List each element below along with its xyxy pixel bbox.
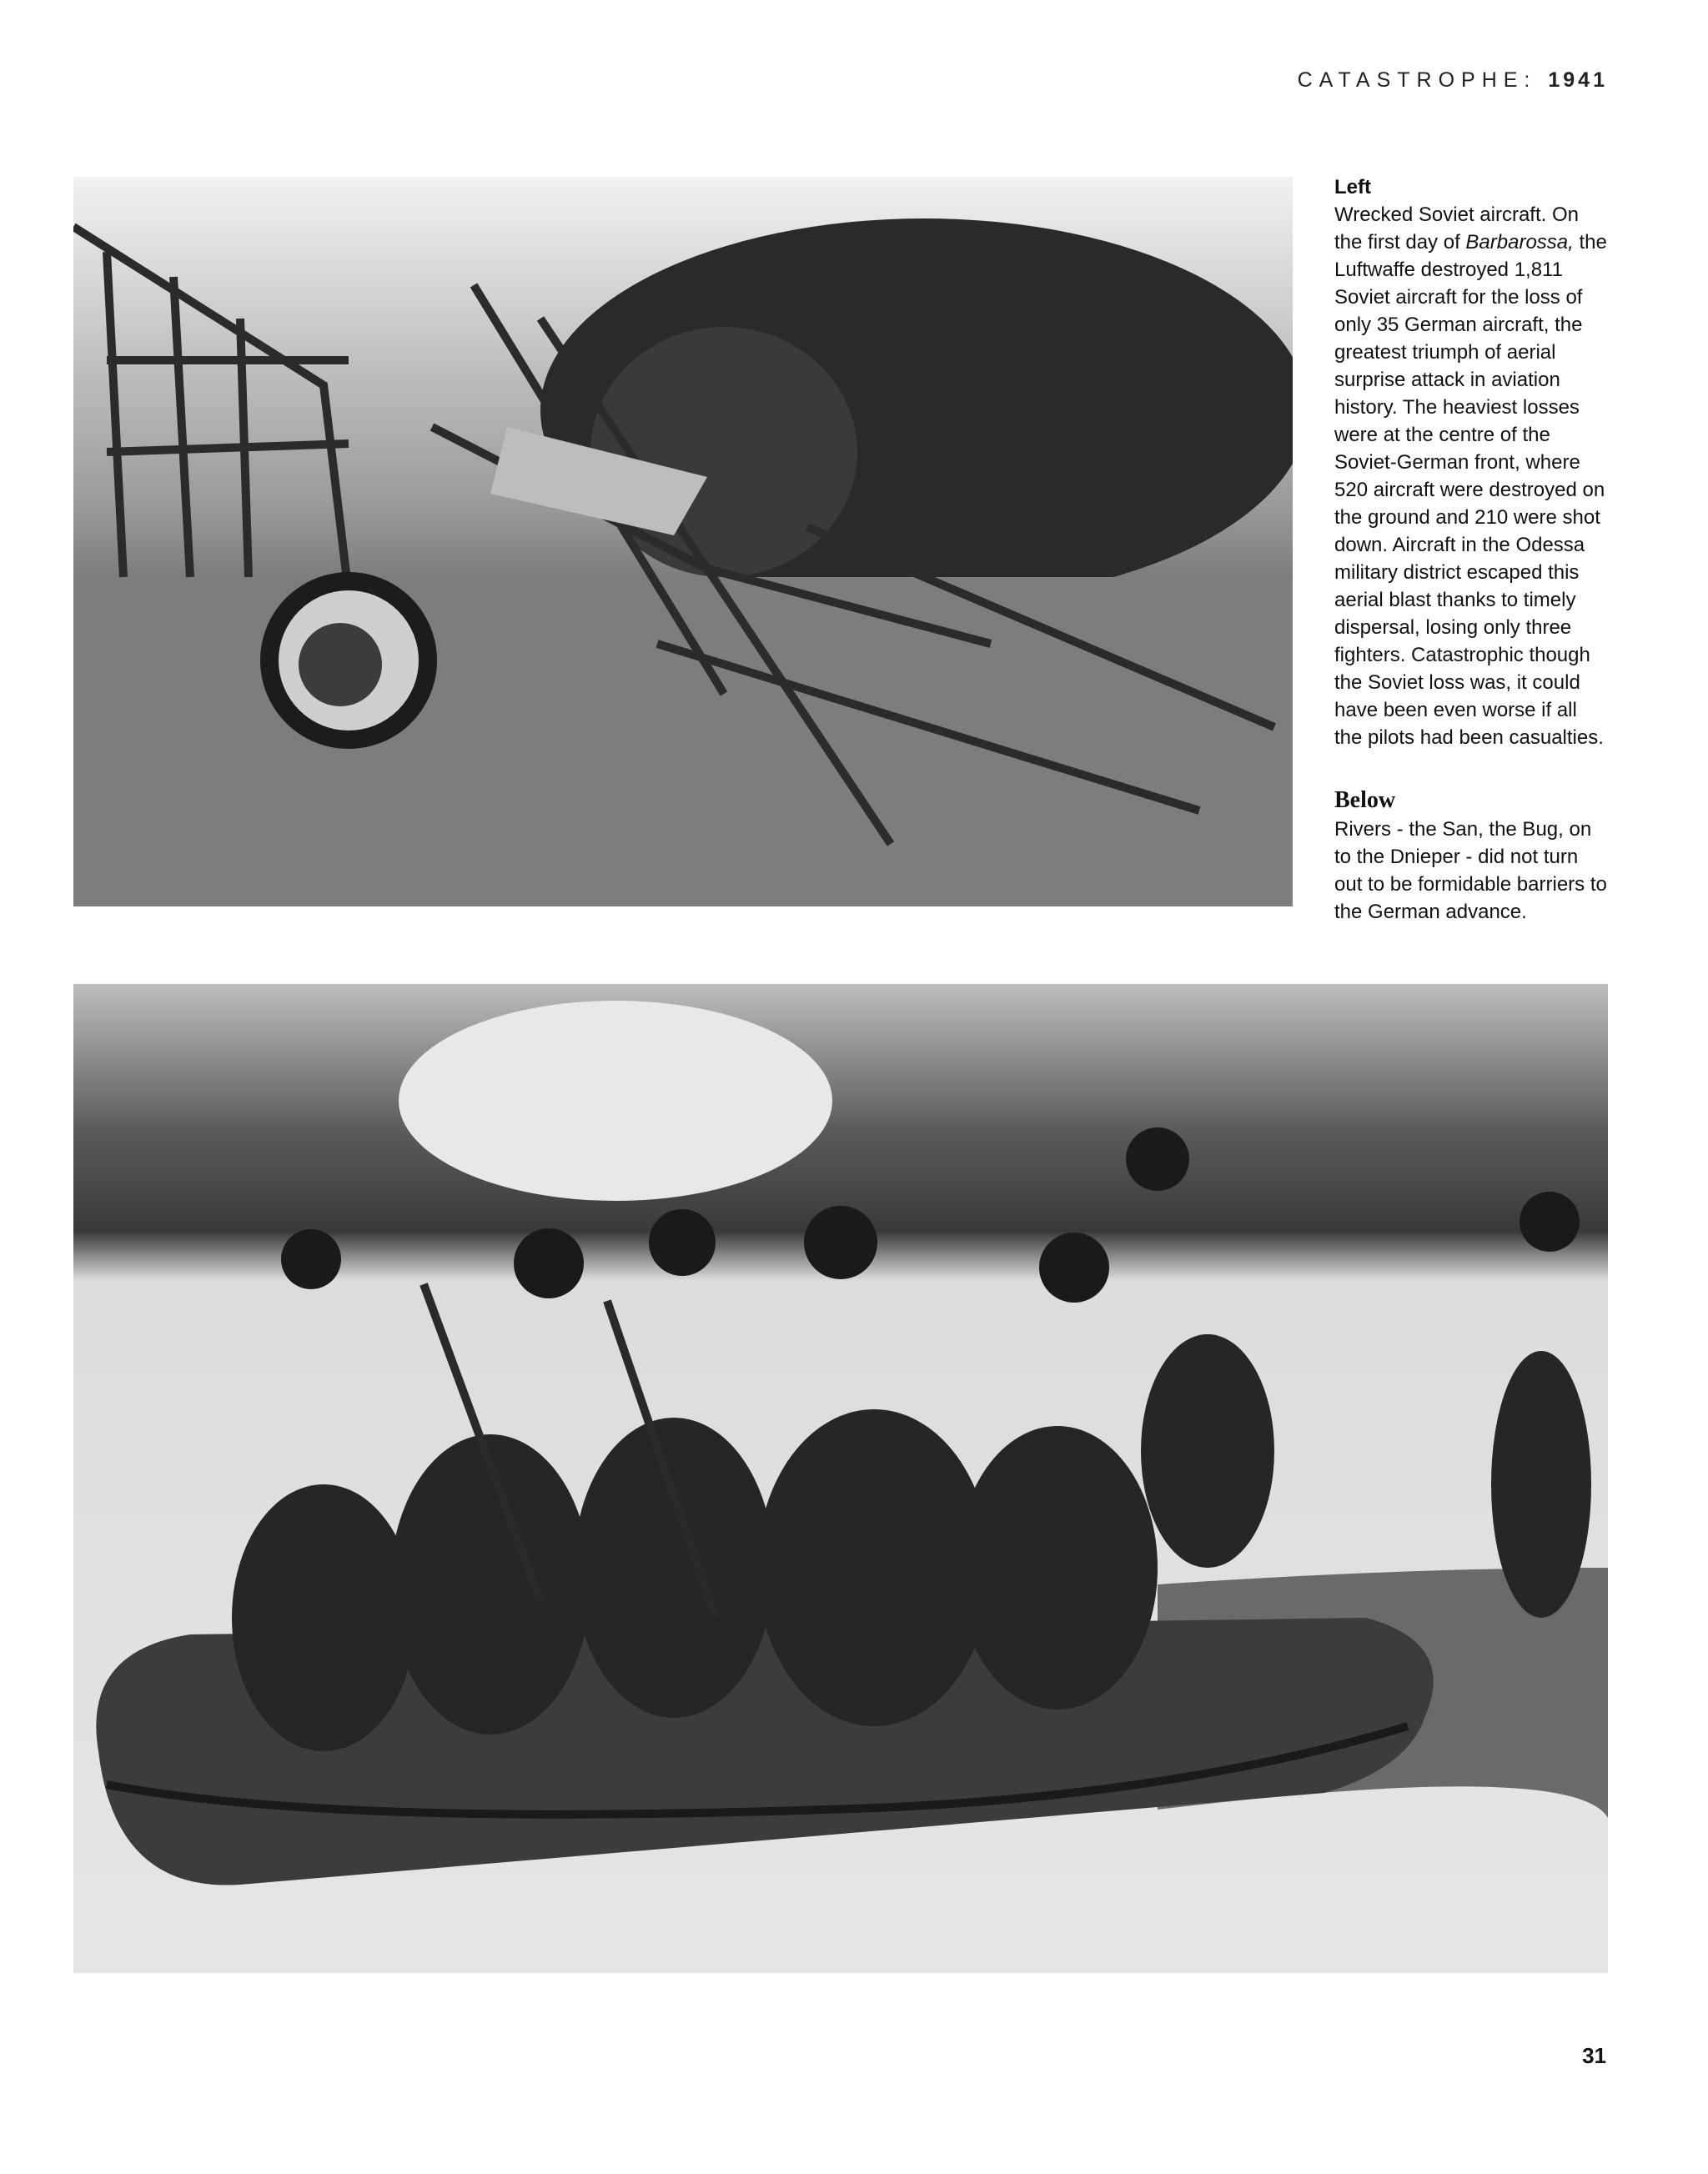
caption-left-text-b: the Luftwaffe destroyed 1,811 Soviet aircraft for the loss of only 35 German aircraft, the greatest triumph of aerial surprise attack in aviation history. The heaviest losses were at the centre of the Soviet-German front, where 520 aircraft were destroyed on the ground and 210 were shot down. Aircraft in the Odessa military district escaped this aerial blast thanks to timely dispersal, losing only three fighters. Catastrophic though the Soviet loss was, it could have been even worse if all the pilots had been casualties. [1334, 231, 1607, 749]
running-header [1298, 68, 1608, 93]
captions-column [1334, 173, 1610, 926]
river-crossing-photo [73, 984, 1608, 1973]
caption-left-text [1334, 201, 1610, 751]
header-title: CATASTROPHE: [1297, 68, 1537, 92]
caption-below-heading: Below [1334, 787, 1396, 813]
caption-left-text-a: Wrecked Soviet aircraft. On the first day of [1334, 203, 1579, 254]
header-year: 1941 [1548, 68, 1608, 92]
caption-left-heading: Left [1334, 176, 1371, 198]
caption-below-text: Rivers - the San, the Bug, on to the Dnieper - did not turn out to be formidable barriers to the German advance. [1334, 818, 1607, 923]
wrecked-aircraft-photo [73, 177, 1293, 906]
caption-left-emphasis: Barbarossa, [1465, 231, 1574, 254]
page-number: 31 [1582, 2043, 1606, 2068]
